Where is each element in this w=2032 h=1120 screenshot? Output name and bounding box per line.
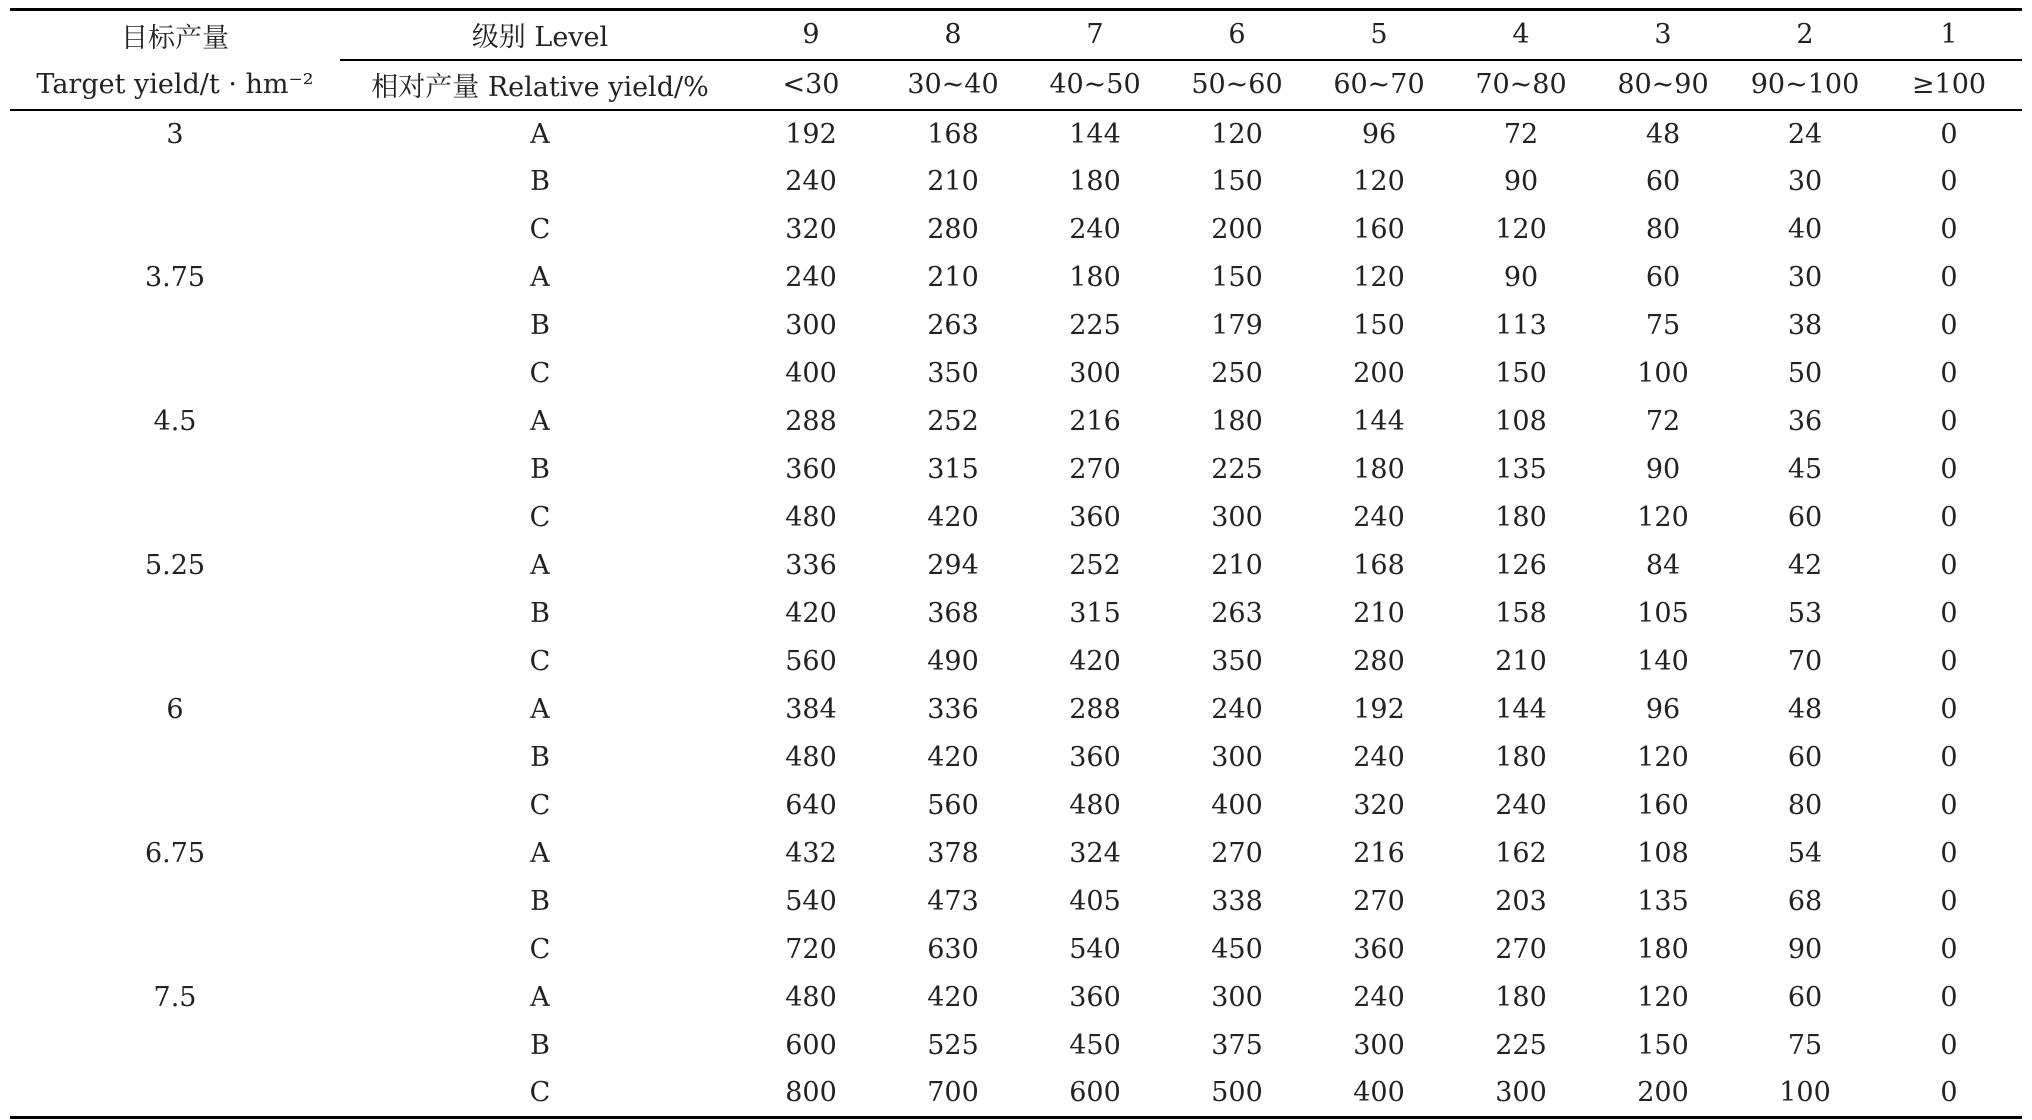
value-cell: 270 (1353, 886, 1405, 917)
value-cell: 0 (1940, 1030, 1958, 1061)
value-cell: 420 (927, 742, 979, 773)
grade-cell: C (529, 358, 551, 389)
value-cell: 48 (1645, 118, 1681, 150)
grade-cell: C (529, 502, 551, 533)
value-cell: 48 (1787, 694, 1823, 725)
table-row (10, 494, 2022, 542)
value-cell: 350 (1211, 646, 1263, 677)
value-cell: 350 (927, 358, 979, 389)
value-cell: 50 (1787, 358, 1823, 389)
value-cell: 320 (1353, 790, 1405, 821)
table-row (10, 926, 2022, 974)
value-cell: 160 (1637, 790, 1689, 821)
value-cell: 560 (927, 790, 979, 821)
value-cell: 120 (1353, 166, 1405, 197)
table-row (10, 206, 2022, 254)
value-cell: 0 (1940, 214, 1958, 245)
value-cell: 368 (927, 598, 979, 629)
target-yield-cell (10, 782, 340, 830)
grade-cell: B (530, 1030, 550, 1061)
value-cell: 70 (1787, 646, 1823, 677)
value-cell: 336 (927, 694, 979, 725)
value-cell: 203 (1495, 886, 1547, 917)
value-cell: 0 (1940, 166, 1958, 197)
value-cell: 42 (1787, 550, 1823, 581)
level-cell: 3 (1592, 10, 1734, 60)
target-yield-cell: 3.75 (144, 262, 206, 293)
value-cell: 473 (927, 886, 979, 917)
table-row (10, 830, 2022, 878)
value-cell: 420 (927, 502, 979, 533)
level-cell: 5 (1308, 10, 1450, 60)
target-yield-cell (10, 734, 340, 782)
level-cell: 1 (1876, 10, 2022, 60)
value-cell: 450 (1069, 1030, 1121, 1061)
target-yield-cell: 4.5 (153, 406, 197, 437)
level-cell: 6 (1166, 10, 1308, 60)
target-yield-cell: 3 (166, 118, 184, 150)
value-cell: 210 (1211, 550, 1263, 581)
value-cell: 375 (1211, 1030, 1263, 1061)
value-cell: 179 (1211, 310, 1263, 341)
value-cell: 360 (1353, 934, 1405, 965)
value-cell: 560 (785, 646, 837, 677)
value-cell: 192 (1353, 694, 1405, 725)
value-cell: 378 (927, 838, 979, 869)
value-cell: 192 (785, 118, 837, 150)
value-cell: 120 (1495, 214, 1547, 245)
value-cell: 84 (1645, 550, 1681, 581)
grade-cell: C (529, 646, 551, 677)
grade-cell: C (529, 790, 551, 821)
value-cell: 0 (1940, 406, 1958, 437)
table-row (10, 1070, 2022, 1118)
target-yield-cell (10, 1022, 340, 1070)
grade-cell: A (530, 838, 550, 869)
table-row (10, 398, 2022, 446)
value-cell: 210 (1495, 646, 1547, 677)
table-row (10, 254, 2022, 302)
value-cell: 240 (1069, 214, 1121, 245)
value-cell: 0 (1940, 358, 1958, 389)
value-cell: 90 (1503, 262, 1539, 293)
target-yield-cell (10, 1070, 340, 1118)
value-cell: 54 (1787, 838, 1823, 869)
level-header: 级别 Level (340, 10, 740, 60)
value-cell: 525 (927, 1030, 979, 1061)
table-row (10, 686, 2022, 734)
value-cell: 180 (1353, 454, 1405, 485)
value-cell: 240 (1353, 502, 1405, 533)
grade-cell: B (530, 454, 550, 485)
value-cell: 250 (1211, 358, 1263, 389)
value-cell: 108 (1637, 838, 1689, 869)
value-cell: 216 (1353, 838, 1405, 869)
table-row (10, 110, 2022, 158)
grade-cell: C (340, 1070, 740, 1118)
value-cell: 0 (1940, 742, 1958, 773)
value-cell: 240 (785, 262, 837, 293)
value-cell: 400 (1211, 790, 1263, 821)
value-cell: 360 (1069, 982, 1121, 1013)
value-cell: 0 (1940, 646, 1958, 677)
value-cell: 200 (1592, 1070, 1734, 1118)
value-cell: 120 (1353, 262, 1405, 293)
value-cell: 225 (1211, 454, 1263, 485)
value-cell: 300 (1450, 1070, 1592, 1118)
range-cell: 90~100 (1734, 60, 1876, 110)
value-cell: 540 (1069, 934, 1121, 965)
value-cell: 240 (785, 166, 837, 197)
value-cell: 60 (1787, 742, 1823, 773)
value-cell: 96 (1645, 694, 1681, 725)
value-cell: 72 (1645, 406, 1681, 437)
value-cell: 100 (1637, 358, 1689, 389)
value-cell: 300 (1353, 1030, 1405, 1061)
header-row-level (10, 10, 2022, 60)
value-cell: 288 (785, 406, 837, 437)
value-cell: 0 (1940, 502, 1958, 533)
value-cell: 0 (1940, 694, 1958, 725)
value-cell: 120 (1637, 982, 1689, 1013)
value-cell: 135 (1637, 886, 1689, 917)
value-cell: 300 (1069, 358, 1121, 389)
value-cell: 80 (1787, 790, 1823, 821)
value-cell: 315 (927, 454, 979, 485)
value-cell: 168 (1353, 550, 1405, 581)
value-cell: 400 (1308, 1070, 1450, 1118)
table-row (10, 782, 2022, 830)
value-cell: 30 (1787, 262, 1823, 293)
value-cell: 263 (1211, 598, 1263, 629)
range-cell: 30~40 (882, 60, 1024, 110)
grade-cell: A (530, 406, 550, 437)
value-cell: 420 (785, 598, 837, 629)
header-row-relative (10, 60, 2022, 110)
grade-cell: B (530, 886, 550, 917)
relative-yield-header: 相对产量 Relative yield/% (340, 60, 740, 110)
value-cell: 630 (927, 934, 979, 965)
value-cell: 200 (1353, 358, 1405, 389)
value-cell: 135 (1495, 454, 1547, 485)
value-cell: 640 (785, 790, 837, 821)
value-cell: 338 (1211, 886, 1263, 917)
value-cell: 263 (927, 310, 979, 341)
value-cell: 0 (1940, 598, 1958, 629)
value-cell: 60 (1645, 262, 1681, 293)
range-cell: <30 (740, 60, 882, 110)
value-cell: 30 (1787, 166, 1823, 197)
range-cell: 40~50 (1024, 60, 1166, 110)
target-yield-cell: 6.75 (144, 838, 206, 869)
value-cell: 150 (1211, 262, 1263, 293)
fertilizer-table (10, 8, 2022, 1119)
grade-cell: B (530, 742, 550, 773)
value-cell: 240 (1495, 790, 1547, 821)
value-cell: 252 (1069, 550, 1121, 581)
value-cell: 140 (1637, 646, 1689, 677)
level-cell: 7 (1024, 10, 1166, 60)
table-row (10, 302, 2022, 350)
grade-cell: A (530, 982, 550, 1013)
value-cell: 24 (1787, 118, 1823, 150)
value-cell: 225 (1069, 310, 1121, 341)
value-cell: 0 (1940, 982, 1958, 1013)
range-cell: ≥100 (1876, 60, 2022, 110)
level-cell: 2 (1734, 10, 1876, 60)
target-yield-cell (10, 590, 340, 638)
value-cell: 120 (1637, 742, 1689, 773)
value-cell: 108 (1495, 406, 1547, 437)
value-cell: 40 (1787, 214, 1823, 245)
value-cell: 160 (1353, 214, 1405, 245)
value-cell: 480 (1069, 790, 1121, 821)
value-cell: 540 (785, 886, 837, 917)
value-cell: 324 (1069, 838, 1121, 869)
value-cell: 75 (1787, 1030, 1823, 1061)
value-cell: 0 (1940, 838, 1958, 869)
value-cell: 490 (927, 646, 979, 677)
level-cell: 9 (740, 10, 882, 60)
target-yield-cell (10, 350, 340, 398)
target-yield-cell (10, 302, 340, 350)
value-cell: 700 (882, 1070, 1024, 1118)
value-cell: 144 (1353, 406, 1405, 437)
value-cell: 60 (1787, 502, 1823, 533)
value-cell: 216 (1069, 406, 1121, 437)
value-cell: 0 (1940, 118, 1958, 150)
value-cell: 150 (1211, 166, 1263, 197)
grade-cell: A (530, 550, 550, 581)
table-row (10, 542, 2022, 590)
value-cell: 120 (1637, 502, 1689, 533)
value-cell: 60 (1787, 982, 1823, 1013)
value-cell: 90 (1787, 934, 1823, 965)
value-cell: 75 (1645, 310, 1681, 341)
target-yield-cell (10, 926, 340, 974)
value-cell: 420 (927, 982, 979, 1013)
value-cell: 150 (1353, 310, 1405, 341)
value-cell: 80 (1645, 214, 1681, 245)
table-row (10, 590, 2022, 638)
target-yield-cell: 5.25 (144, 550, 206, 581)
value-cell: 45 (1787, 454, 1823, 485)
value-cell: 0 (1940, 934, 1958, 965)
table-row (10, 734, 2022, 782)
value-cell: 240 (1353, 982, 1405, 1013)
value-cell: 0 (1876, 1070, 2022, 1118)
target-yield-cell: 7.5 (153, 982, 197, 1013)
value-cell: 36 (1787, 406, 1823, 437)
value-cell: 240 (1353, 742, 1405, 773)
value-cell: 180 (1069, 166, 1121, 197)
value-cell: 72 (1503, 118, 1539, 150)
value-cell: 320 (785, 214, 837, 245)
value-cell: 360 (1069, 502, 1121, 533)
table-row (10, 350, 2022, 398)
value-cell: 105 (1637, 598, 1689, 629)
grade-cell: B (530, 598, 550, 629)
level-cell: 4 (1450, 10, 1592, 60)
value-cell: 300 (1211, 982, 1263, 1013)
value-cell: 144 (1069, 118, 1121, 150)
target-yield-cell: 6 (166, 694, 184, 725)
grade-cell: B (530, 310, 550, 341)
value-cell: 0 (1940, 550, 1958, 581)
value-cell: 180 (1211, 406, 1263, 437)
value-cell: 360 (785, 454, 837, 485)
value-cell: 200 (1211, 214, 1263, 245)
value-cell: 0 (1940, 454, 1958, 485)
target-yield-cell (10, 206, 340, 254)
value-cell: 400 (785, 358, 837, 389)
value-cell: 168 (927, 118, 979, 150)
grade-cell: A (530, 694, 550, 725)
value-cell: 68 (1787, 886, 1823, 917)
value-cell: 53 (1787, 598, 1823, 629)
value-cell: 384 (785, 694, 837, 725)
table-row (10, 974, 2022, 1022)
value-cell: 120 (1211, 118, 1263, 150)
range-cell: 70~80 (1450, 60, 1592, 110)
value-cell: 180 (1637, 934, 1689, 965)
value-cell: 800 (740, 1070, 882, 1118)
value-cell: 210 (927, 166, 979, 197)
range-cell: 60~70 (1308, 60, 1450, 110)
value-cell: 0 (1940, 886, 1958, 917)
level-cell: 8 (882, 10, 1024, 60)
value-cell: 280 (927, 214, 979, 245)
range-cell: 80~90 (1592, 60, 1734, 110)
value-cell: 38 (1787, 310, 1823, 341)
value-cell: 360 (1069, 742, 1121, 773)
value-cell: 432 (785, 838, 837, 869)
table-row (10, 878, 2022, 926)
value-cell: 288 (1069, 694, 1121, 725)
value-cell: 280 (1353, 646, 1405, 677)
target-header-en: Target yield/t · hm⁻² (10, 60, 340, 110)
target-yield-cell (10, 446, 340, 494)
grade-cell: A (530, 262, 550, 293)
value-cell: 126 (1495, 550, 1547, 581)
value-cell: 420 (1069, 646, 1121, 677)
value-cell: 450 (1211, 934, 1263, 965)
table-row (10, 638, 2022, 686)
value-cell: 113 (1495, 310, 1547, 341)
target-yield-cell (10, 494, 340, 542)
value-cell: 90 (1645, 454, 1681, 485)
value-cell: 90 (1503, 166, 1539, 197)
value-cell: 180 (1069, 262, 1121, 293)
value-cell: 600 (1024, 1070, 1166, 1118)
value-cell: 270 (1069, 454, 1121, 485)
value-cell: 252 (927, 406, 979, 437)
value-cell: 270 (1495, 934, 1547, 965)
table-row (10, 446, 2022, 494)
target-header-cn: 目标产量 (10, 10, 340, 60)
value-cell: 720 (785, 934, 837, 965)
value-cell: 96 (1361, 118, 1397, 150)
value-cell: 270 (1211, 838, 1263, 869)
value-cell: 60 (1645, 166, 1681, 197)
value-cell: 162 (1495, 838, 1547, 869)
value-cell: 180 (1495, 742, 1547, 773)
grade-cell: B (530, 166, 550, 197)
table-row (10, 158, 2022, 206)
value-cell: 144 (1495, 694, 1547, 725)
value-cell: 480 (785, 742, 837, 773)
value-cell: 210 (927, 262, 979, 293)
target-yield-cell (10, 878, 340, 926)
value-cell: 336 (785, 550, 837, 581)
value-cell: 480 (785, 502, 837, 533)
value-cell: 150 (1495, 358, 1547, 389)
table-row (10, 1022, 2022, 1070)
grade-cell: C (529, 214, 551, 245)
target-yield-cell (10, 158, 340, 206)
value-cell: 210 (1353, 598, 1405, 629)
target-yield-cell (10, 638, 340, 686)
value-cell: 150 (1637, 1030, 1689, 1061)
value-cell: 480 (785, 982, 837, 1013)
table-body (10, 110, 2022, 1118)
value-cell: 180 (1495, 982, 1547, 1013)
value-cell: 240 (1211, 694, 1263, 725)
value-cell: 180 (1495, 502, 1547, 533)
range-cell: 50~60 (1166, 60, 1308, 110)
value-cell: 300 (1211, 742, 1263, 773)
value-cell: 500 (1166, 1070, 1308, 1118)
grade-cell: A (530, 118, 550, 150)
value-cell: 315 (1069, 598, 1121, 629)
value-cell: 294 (927, 550, 979, 581)
grade-cell: C (529, 934, 551, 965)
value-cell: 405 (1069, 886, 1121, 917)
value-cell: 300 (785, 310, 837, 341)
value-cell: 100 (1734, 1070, 1876, 1118)
value-cell: 225 (1495, 1030, 1547, 1061)
value-cell: 0 (1940, 790, 1958, 821)
value-cell: 158 (1495, 598, 1547, 629)
value-cell: 300 (1211, 502, 1263, 533)
value-cell: 0 (1940, 262, 1958, 293)
value-cell: 0 (1940, 310, 1958, 341)
value-cell: 600 (785, 1030, 837, 1061)
